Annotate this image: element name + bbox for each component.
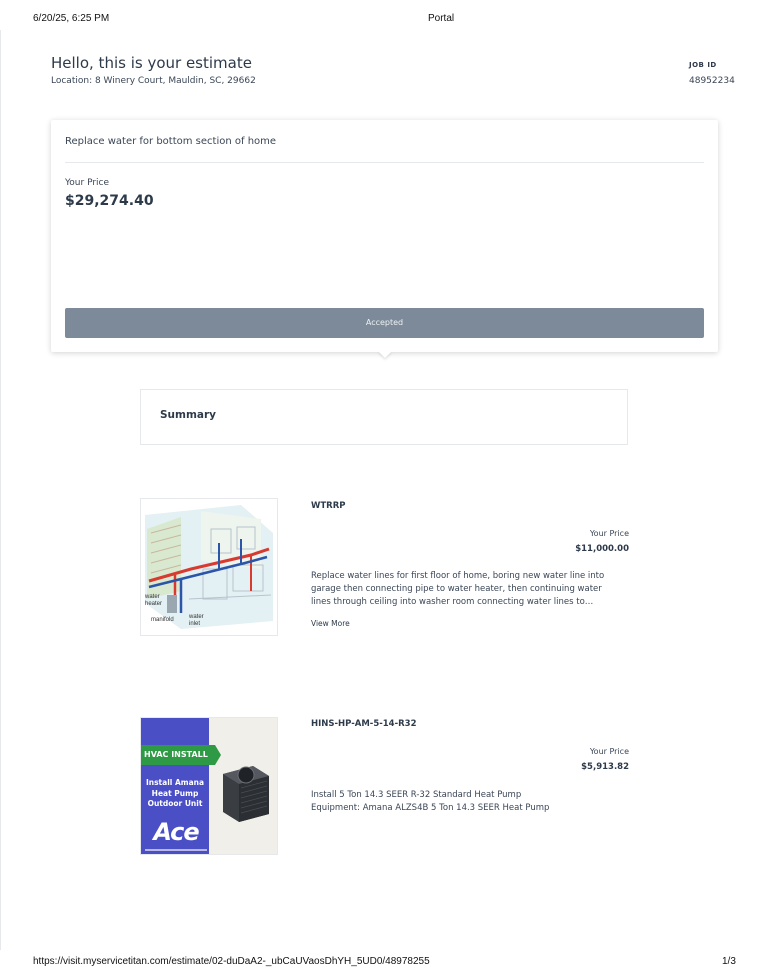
item-description-line: Install 5 Ton 14.3 SEER R-32 Standard Heat Pump [311,790,522,800]
summary-section[interactable] [140,389,628,445]
print-url: https://visit.myservicetitan.com/estimate/02-duDaA2-_ubCaUVaosDhYH_5UD0/48978255 [33,956,430,967]
view-more-link[interactable]: View More [311,619,350,628]
estimate-price-label: Your Price [65,178,110,188]
item-description [311,570,631,609]
card-pointer [378,351,392,358]
job-id-value: 48952234 [689,76,735,86]
hvac-subtitle-line: Install Amana [145,778,205,787]
job-id-label: JOB ID [689,61,717,69]
estimate-card [51,120,718,352]
heat-pump-unit-icon [217,760,273,824]
plumbing-diagram-image [140,498,278,636]
item-code: WTRRP [311,501,346,511]
print-page-title: Portal [428,13,455,24]
hvac-subtitle-line: Heat Pump [151,788,199,798]
hvac-subtitle-line: Outdoor Unit [147,799,203,808]
accepted-button[interactable]: Accepted [65,308,704,338]
item-description-line: Replace water lines for first floor of home, boring new water line into [311,571,605,581]
ace-logo-tagline-bar [145,849,207,851]
estimate-price: $29,274.40 [65,193,154,209]
page-left-border [0,30,1,950]
card-divider [65,162,704,163]
print-datetime: 6/20/25, 6:25 PM [33,13,110,24]
page-title: Hello, this is your estimate [51,54,252,72]
item-description-line: garage then connecting pipe to water heater, then continuing water [311,584,602,594]
item-price: $5,913.82 [581,762,629,772]
ace-logo: Ace [153,818,199,846]
job-location: Location: 8 Winery Court, Mauldin, SC, 29662 [51,76,256,86]
item-description-line: lines through ceiling into washer room connecting water lines to… [311,597,594,607]
item-description [311,789,631,815]
print-page-number: 1/3 [722,956,736,967]
plumbing-diagram-graphic [141,499,277,635]
item-code: HINS-HP-AM-5-14-R32 [311,719,417,729]
item-price-label: Your Price [589,529,629,538]
summary-title: Summary [160,409,217,421]
item-description-line: Equipment: Amana ALZS4B 5 Ton 14.3 SEER Heat Pump [311,803,550,813]
item-price-label: Your Price [589,747,629,756]
estimate-description: Replace water for bottom section of home [65,136,277,147]
item-price: $11,000.00 [575,544,629,554]
water-inlet-label-2: inlet [189,621,201,627]
manifold-label: manifold [151,617,174,623]
water-inlet-label: water [189,614,204,620]
water-heater-label-2: heater [145,601,163,607]
water-heater-label: water [145,594,160,600]
hvac-install-badge: HVAC INSTALL [141,745,215,765]
hvac-install-image [140,717,278,855]
hvac-subtitle [141,778,209,810]
